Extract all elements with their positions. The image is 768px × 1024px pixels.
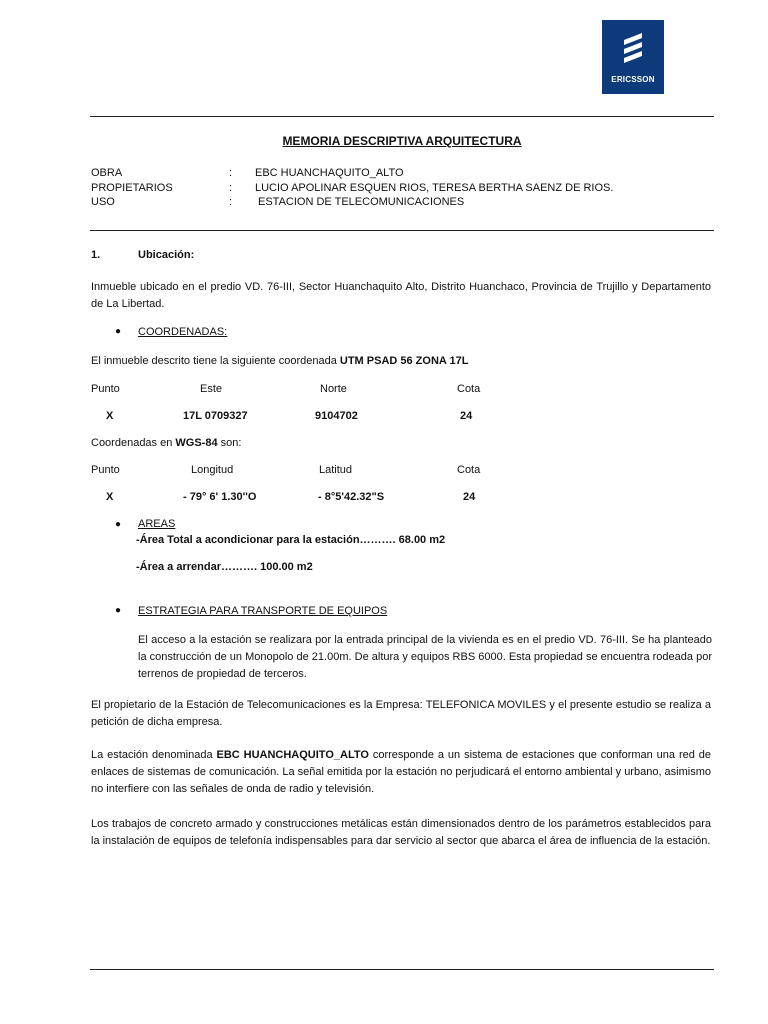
estacion-post: corresponde a un sistema de estaciones que conforman una red de enlaces de sistemas de comunicación. La señal emitida por la estación no perjudicará el entorno ambiental y urbano, asimismo no interfiere con las señales de onda de radio y televisión. bbox=[91, 749, 712, 795]
wgs-system: WGS-84 bbox=[175, 437, 218, 449]
coordenadas-heading: COORDENADAS: bbox=[138, 326, 228, 338]
wgs-value-longitud: - 79° 6' 1.30''O bbox=[183, 491, 257, 503]
document-title: MEMORIA DESCRIPTIVA ARQUITECTURA bbox=[282, 134, 522, 148]
propietario-paragraph: El propietario de la Estación de Telecomunicaciones es la Empresa: TELEFONICA MOVILES y el presente estudio se realiza a petición de dicha empresa. bbox=[91, 699, 711, 728]
info-sep: : bbox=[229, 182, 233, 194]
wgs-header-punto: Punto bbox=[91, 464, 120, 476]
wgs-value-cota: 24 bbox=[463, 491, 476, 503]
utm-intro-text: El inmueble descrito tiene la siguiente coordenada bbox=[91, 355, 340, 367]
estrategia-heading: ESTRATEGIA PARA TRANSPORTE DE EQUIPOS bbox=[138, 605, 388, 617]
wgs-value-punto: X bbox=[106, 491, 114, 503]
info-value-propietarios: LUCIO APOLINAR ESQUEN RIOS, TERESA BERTHA SAENZ DE RIOS. bbox=[255, 182, 614, 194]
utm-intro bbox=[91, 355, 468, 367]
ericsson-mark-icon bbox=[621, 32, 645, 66]
trabajos-paragraph: Los trabajos de concreto armado y construcciones metálicas están dimensionados dentro de los parámetros establecidos para la instalación de equipos de telefonía indispensables para dar servicio al sector que abarca el área de influencia de la estación. bbox=[91, 818, 711, 847]
estacion-name: EBC HUANCHAQUITO_ALTO bbox=[216, 749, 369, 761]
info-sep: : bbox=[229, 196, 233, 208]
footer-rule bbox=[90, 969, 714, 970]
utm-header-punto: Punto bbox=[91, 383, 120, 395]
header-rule bbox=[90, 116, 714, 117]
area-arrendar: -Área a arrendar………. 100.00 m2 bbox=[136, 561, 313, 573]
estacion-paragraph bbox=[91, 747, 711, 798]
utm-header-este: Este bbox=[200, 383, 223, 395]
location-paragraph: Inmueble ubicado en el predio VD. 76-III, Sector Huanchaquito Alto, Distrito Huanchaco, Provincia de Trujillo y Departamento de La Libertad. bbox=[91, 281, 711, 310]
info-label-propietarios: PROPIETARIOS bbox=[91, 182, 173, 194]
utm-header-cota: Cota bbox=[457, 383, 481, 395]
info-value-uso: ESTACION DE TELECOMUNICACIONES bbox=[258, 196, 465, 208]
info-sep: : bbox=[229, 167, 233, 179]
info-label-obra: OBRA bbox=[91, 167, 123, 179]
areas-heading: AREAS bbox=[138, 518, 176, 530]
ericsson-logo bbox=[602, 20, 664, 94]
area-total: -Área Total a acondicionar para la estación………. 68.00 m2 bbox=[136, 534, 446, 546]
utm-value-este: 17L 0709327 bbox=[183, 410, 248, 422]
utm-header-norte: Norte bbox=[320, 383, 347, 395]
wgs-intro-text: Coordenadas en bbox=[91, 437, 176, 449]
utm-system: UTM PSAD 56 ZONA 17L bbox=[339, 355, 469, 367]
bullet-icon: ● bbox=[115, 605, 122, 616]
info-rule bbox=[90, 230, 714, 231]
wgs-value-latitud: - 8°5'42.32"S bbox=[318, 491, 385, 503]
info-label-uso: USO bbox=[91, 196, 115, 208]
utm-value-norte: 9104702 bbox=[315, 410, 358, 422]
utm-value-cota: 24 bbox=[460, 410, 473, 422]
logo-text: ERICSSON bbox=[611, 75, 655, 84]
estrategia-paragraph: El acceso a la estación se realizara por la entrada principal de la vivienda es en el predio VD. 76-III. Se ha planteado la construcción de un Monopolo de 21.00m. De altura y equipos RBS 6000. Esta propiedad se encuentra rodeada por terrenos de propiedad de terceros. bbox=[138, 634, 712, 680]
estacion-pre: La estación denominada bbox=[91, 749, 217, 761]
utm-value-punto: X bbox=[106, 410, 114, 422]
wgs-intro bbox=[91, 437, 241, 449]
bullet-icon: ● bbox=[115, 326, 122, 337]
bullet-icon: ● bbox=[115, 519, 122, 530]
info-value-obra: EBC HUANCHAQUITO_ALTO bbox=[255, 167, 404, 179]
wgs-header-cota: Cota bbox=[457, 464, 481, 476]
wgs-suffix: son: bbox=[217, 437, 242, 449]
wgs-header-longitud: Longitud bbox=[191, 464, 234, 476]
section-heading: Ubicación: bbox=[138, 249, 195, 261]
section-number: 1. bbox=[91, 249, 101, 261]
wgs-header-latitud: Latitud bbox=[319, 464, 353, 476]
